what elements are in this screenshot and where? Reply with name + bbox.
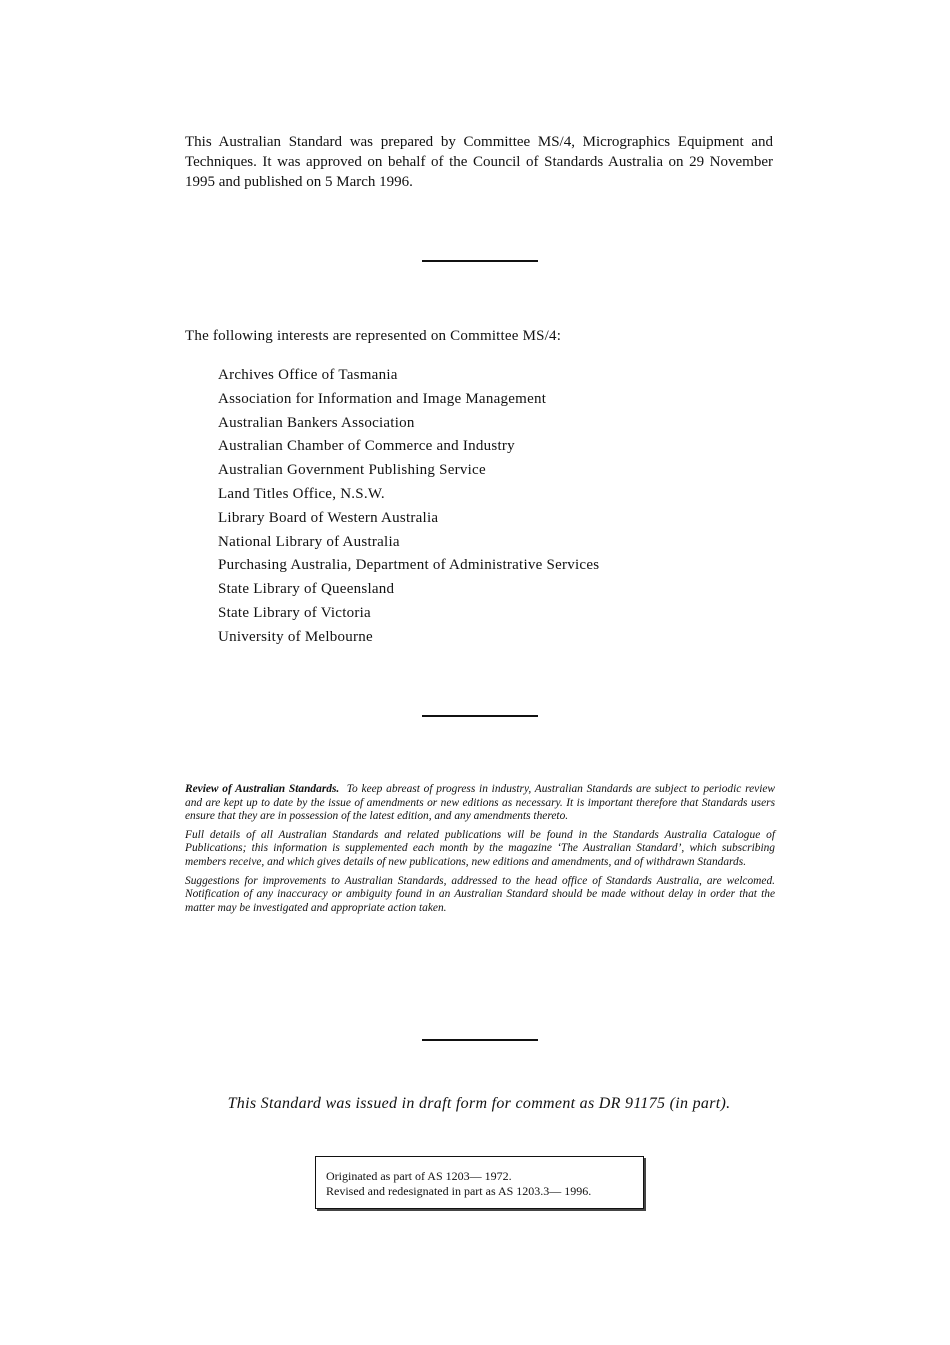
review-notice bbox=[185, 783, 775, 920]
interest-item: University of Melbourne bbox=[218, 628, 373, 645]
interest-item: Library Board of Western Australia bbox=[218, 509, 439, 526]
section-divider-1 bbox=[422, 260, 538, 262]
review-paragraph-2: Full details of all Australian Standards and related publications will be found in the Standards Australia Catalogue of Publications; this information is supplemented each month by the magazine ‘The Australian Standard’, which subscribing members receive, and which gives details of new publications, new editions and amendments, and of withdrawn Standards. bbox=[185, 828, 775, 868]
origin-box bbox=[315, 1156, 644, 1209]
section-divider-3 bbox=[422, 1039, 538, 1041]
interest-item: State Library of Victoria bbox=[218, 604, 371, 621]
draft-note: This Standard was issued in draft form for comment as DR 91175 (in part). bbox=[227, 1095, 731, 1112]
committee-intro-paragraph: This Australian Standard was prepared by Committee MS/4, Micrographics Equipment and Techniques. It was approved on behalf of the Council of Standards Australia on 29 November 1995 and published on 5 March 1996. bbox=[185, 134, 773, 190]
interest-item: State Library of Queensland bbox=[218, 581, 395, 598]
interests-heading: The following interests are represented on Committee MS/4: bbox=[185, 328, 562, 344]
review-paragraph-1-text: To keep abreast of progress in industry, Australian Standards are subject to periodic review and are kept up to date by the issue of amendments or new editions as necessary. It is important therefore that Standards users ensure that they are in possession of the latest edition, and any amendments thereto. bbox=[185, 783, 776, 823]
interest-item: Australian Government Publishing Service bbox=[218, 462, 486, 479]
interest-item: Australian Bankers Association bbox=[218, 414, 415, 431]
interest-item: Purchasing Australia, Department of Administrative Services bbox=[218, 557, 600, 574]
review-paragraph-3: Suggestions for improvements to Australian Standards, addressed to the head office of Standards Australia, are welcomed. Notification of any inaccuracy or ambiguity found in an Australian Standard should be made without delay in order that the matter may be investigated and appropriate action taken. bbox=[185, 874, 775, 914]
origin-line-2: Revised and redesignated in part as AS 1203.3— 1996. bbox=[326, 1183, 592, 1198]
section-divider-2 bbox=[422, 715, 538, 717]
interest-item: Association for Information and Image Management bbox=[218, 390, 547, 407]
interest-item: Land Titles Office, N.S.W. bbox=[218, 485, 385, 502]
interest-item: Archives Office of Tasmania bbox=[218, 367, 398, 383]
review-title: Review of Australian Standards. bbox=[185, 783, 340, 795]
interest-item: Australian Chamber of Commerce and Industry bbox=[218, 438, 515, 455]
interests-list bbox=[218, 364, 599, 650]
origin-line-1: Originated as part of AS 1203— 1972. bbox=[326, 1169, 512, 1183]
interest-item: National Library of Australia bbox=[218, 533, 400, 550]
review-paragraph-1 bbox=[185, 783, 775, 824]
